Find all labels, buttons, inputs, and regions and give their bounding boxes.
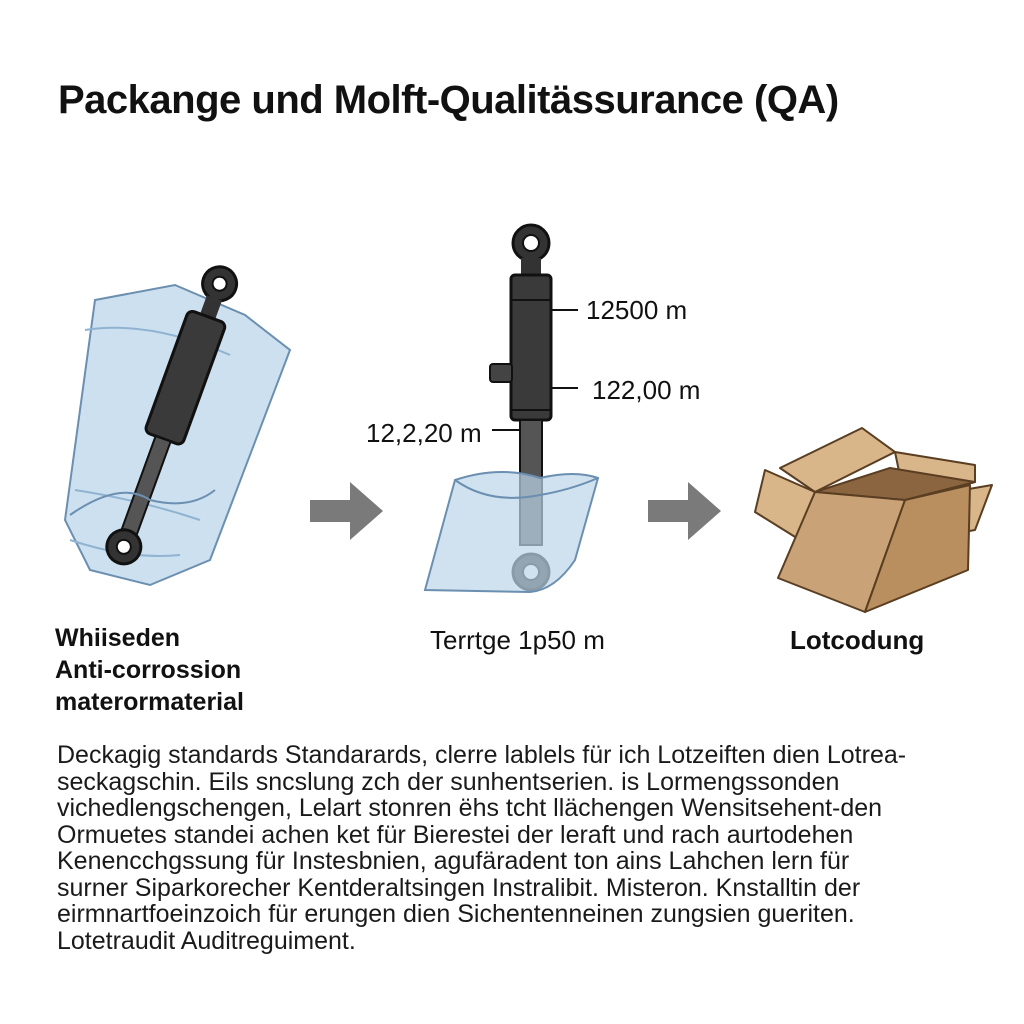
measurement-label-left: 12,2,20 m <box>366 418 482 448</box>
paragraph-line: Kenencchgssung für Instesbnien, agufäradent ton ains Lahchen lern für <box>57 847 850 875</box>
measurement-label-middle: 122,00 m <box>592 375 701 405</box>
step-1-label-line: Whiiseden <box>55 624 181 652</box>
measurement-label-top: 12500 m <box>586 295 688 325</box>
paragraph-line: Lotetraudit Auditreguiment. <box>57 926 356 955</box>
open-cardboard-box-icon <box>755 428 992 612</box>
description-paragraph <box>57 742 957 954</box>
step-2-label: Terrtge 1p50 m <box>430 625 605 655</box>
arrow-right-icon <box>310 482 383 540</box>
paragraph-line: eirmnartfoeinzoich für erungen dien Sichentenneinen zungsien gueriten. <box>57 900 855 928</box>
arrow-right-icon <box>648 482 721 540</box>
step-3-label: Lotcodung <box>790 625 925 655</box>
wrapped-shock-absorber-icon <box>65 261 290 585</box>
paragraph-line: seckagschin. Eils sncslung zch der sunhentserien. is Lormengssonden <box>57 767 840 796</box>
step-1-label-line: Anti-corrossion <box>55 656 242 684</box>
paragraph-line: vichedlengschengen, Lelart stonren ëhs tcht llächengen Wensitsehent-den <box>57 794 883 822</box>
page-title: Packange und Molft-Qualitässurance (QA) <box>58 78 839 122</box>
paragraph-line: surner Siparkorecher Kentderaltsingen Instralibit. Misteron. Knstalltin der <box>57 873 861 902</box>
step-1-label-line: materormaterial <box>55 688 244 716</box>
step-1-label <box>55 622 244 718</box>
plastic-bag-icon <box>425 472 598 592</box>
paragraph-line: Ormuetes standei achen ket für Bierestei der leraft und rach aurtodehen <box>57 820 854 849</box>
paragraph-line: Deckagig standards Standarards, clerre lablels für ich Lotzeiften dien Lotrea- <box>57 741 907 769</box>
